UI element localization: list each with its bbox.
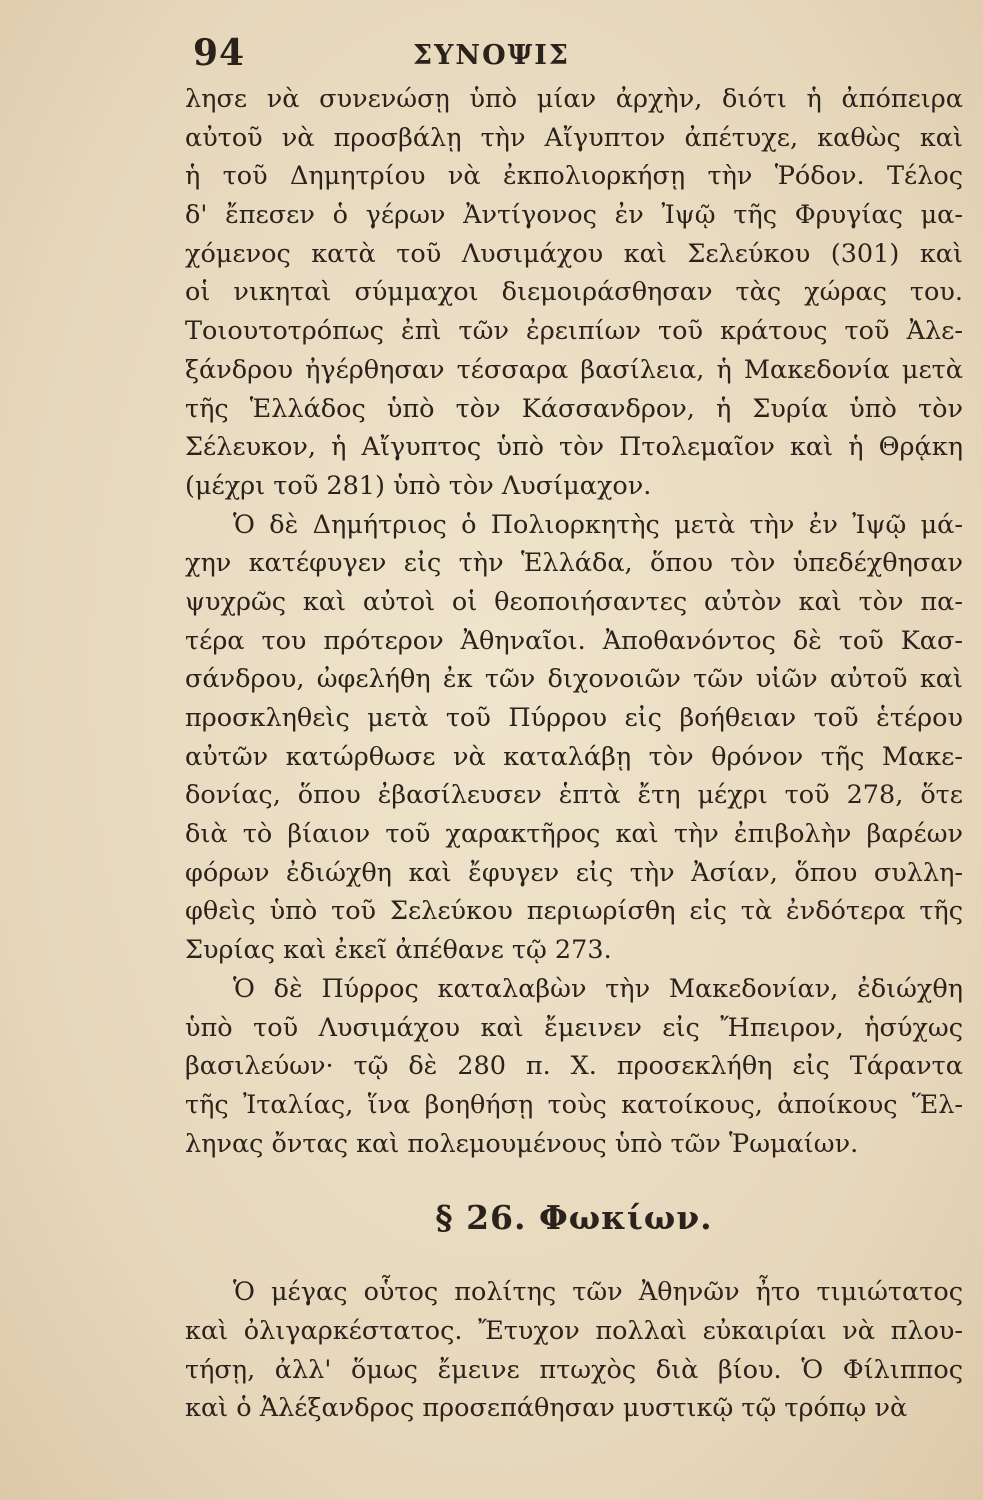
page-number: 94 xyxy=(193,32,246,74)
section-heading: § 26. Φωκίων. xyxy=(435,1198,713,1238)
paragraph xyxy=(185,1273,963,1428)
text-line: φθεὶς ὑπὸ τοῦ Σελεύκου περιωρίσθη εἰς τὰ ἐνδότερα τῆς xyxy=(185,896,963,927)
text-line: τῆς Ἑλλάδος ὑπὸ τὸν Κάσσανδρον, ἡ Συρία ὑπὸ τὸν xyxy=(185,393,963,424)
text-line: δονίας, ὅπου ἐβασίλευσεν ἑπτὰ ἔτη μέχρι τοῦ 278, ὅτε xyxy=(185,780,963,811)
text-line: τήσῃ, ἀλλ' ὅμως ἔμεινε πτωχὸς διὰ βίου. Ὁ Φίλιππος xyxy=(185,1354,963,1385)
text-line: οἱ νικηταὶ σύμμαχοι διεμοιράσθησαν τὰς χώρας του. xyxy=(185,277,963,308)
text-line: καὶ ὀλιγαρκέστατος. Ἔτυχον πολλαὶ εὐκαιρίαι νὰ πλου- xyxy=(185,1315,963,1346)
running-title: ΣΥΝΟΨΙΣ xyxy=(413,40,570,71)
paragraph xyxy=(185,80,963,506)
paragraph xyxy=(185,970,963,1163)
text-line: Συρίας καὶ ἐκεῖ ἀπέθανε τῷ 273. xyxy=(185,935,612,966)
page-body xyxy=(185,80,963,1428)
text-line: Ὁ μέγας οὗτος πολίτης τῶν Ἀθηνῶν ἦτο τιμιώτατος xyxy=(233,1277,963,1308)
text-line: λησε νὰ συνενώσῃ ὑπὸ μίαν ἀρχὴν, διότι ἡ ἀπόπειρα xyxy=(185,84,963,114)
text-line: τῆς Ἰταλίας, ἵνα βοηθήσῃ τοὺς κατοίκους, ἀποίκους Ἕλ- xyxy=(185,1089,963,1120)
text-line: προσκληθεὶς μετὰ τοῦ Πύρρου εἰς βοήθειαν τοῦ ἑτέρου xyxy=(185,703,963,733)
text-line: Ὁ δὲ Πύρρος καταλαβὼν τὴν Μακεδονίαν, ἐδιώχθη xyxy=(233,973,963,1004)
text-line: ψυχρῶς καὶ αὐτοὶ οἱ θεοποιήσαντες αὐτὸν καὶ τὸν πα- xyxy=(185,586,963,617)
text-line: ληνας ὄντας καὶ πολεμουμένους ὑπὸ τῶν Ῥωμαίων. xyxy=(185,1128,859,1159)
text-line: ἡ τοῦ Δημητρίου νὰ ἐκπολιορκήσῃ τὴν Ῥόδον. Τέλος xyxy=(185,161,963,192)
text-block xyxy=(185,80,963,1163)
text-line: δ' ἔπεσεν ὁ γέρων Ἀντίγονος ἐν Ἰψῷ τῆς Φρυγίας μα- xyxy=(185,200,963,231)
text-line: (μέχρι τοῦ 281) ὑπὸ τὸν Λυσίμαχον. xyxy=(185,470,652,501)
text-line: βασιλεύων· τῷ δὲ 280 π. Χ. προσεκλήθη εἰς Τάραντα xyxy=(185,1051,963,1082)
text-line: αὐτῶν κατώρθωσε νὰ καταλάβῃ τὸν θρόνον τῆς Μακε- xyxy=(185,741,963,772)
paragraph xyxy=(185,506,963,970)
text-line: διὰ τὸ βίαιον τοῦ χαρακτῆρος καὶ τὴν ἐπιβολὴν βαρέων xyxy=(185,819,963,850)
section-text-block xyxy=(185,1273,963,1428)
text-line: τέρα του πρότερον Ἀθηναῖοι. Ἀποθανόντος δὲ τοῦ Κασ- xyxy=(185,625,963,656)
text-line: καὶ ὁ Ἀλέξανδρος προσεπάθησαν μυστικῷ τῷ τρόπῳ νὰ xyxy=(185,1393,908,1424)
text-line: χην κατέφυγεν εἰς τὴν Ἑλλάδα, ὅπου τὸν ὑπεδέχθησαν xyxy=(185,548,963,579)
text-line: ξάνδρου ἠγέρθησαν τέσσαρα βασίλεια, ἡ Μακεδονία μετὰ xyxy=(185,354,963,385)
text-line: Ὁ δὲ Δημήτριος ὁ Πολιορκητὴς μετὰ τὴν ἐν Ἰψῷ μά- xyxy=(233,509,963,540)
text-line: χόμενος κατὰ τοῦ Λυσιμάχου καὶ Σελεύκου (301) καὶ xyxy=(185,238,963,269)
text-line: ὑπὸ τοῦ Λυσιμάχου καὶ ἔμεινεν εἰς Ἤπειρον, ἡσύχως xyxy=(185,1012,963,1043)
page-header xyxy=(0,28,983,78)
text-line: Τοιουτοτρόπως ἐπὶ τῶν ἐρειπίων τοῦ κράτους τοῦ Ἀλε- xyxy=(185,316,963,347)
text-line: φόρων ἐδιώχθη καὶ ἔφυγεν εἰς τὴν Ἀσίαν, ὅπου συλλη- xyxy=(185,857,963,888)
text-line: αὐτοῦ νὰ προσβάλῃ τὴν Αἴγυπτον ἀπέτυχε, καθὼς καὶ xyxy=(185,122,963,153)
text-line: Σέλευκον, ἡ Αἴγυπτος ὑπὸ τὸν Πτολεμαῖον καὶ ἡ Θρᾴκη xyxy=(185,432,963,463)
text-line: σάνδρου, ὠφελήθη ἐκ τῶν διχονοιῶν τῶν υἱῶν αὐτοῦ καὶ xyxy=(185,664,963,695)
